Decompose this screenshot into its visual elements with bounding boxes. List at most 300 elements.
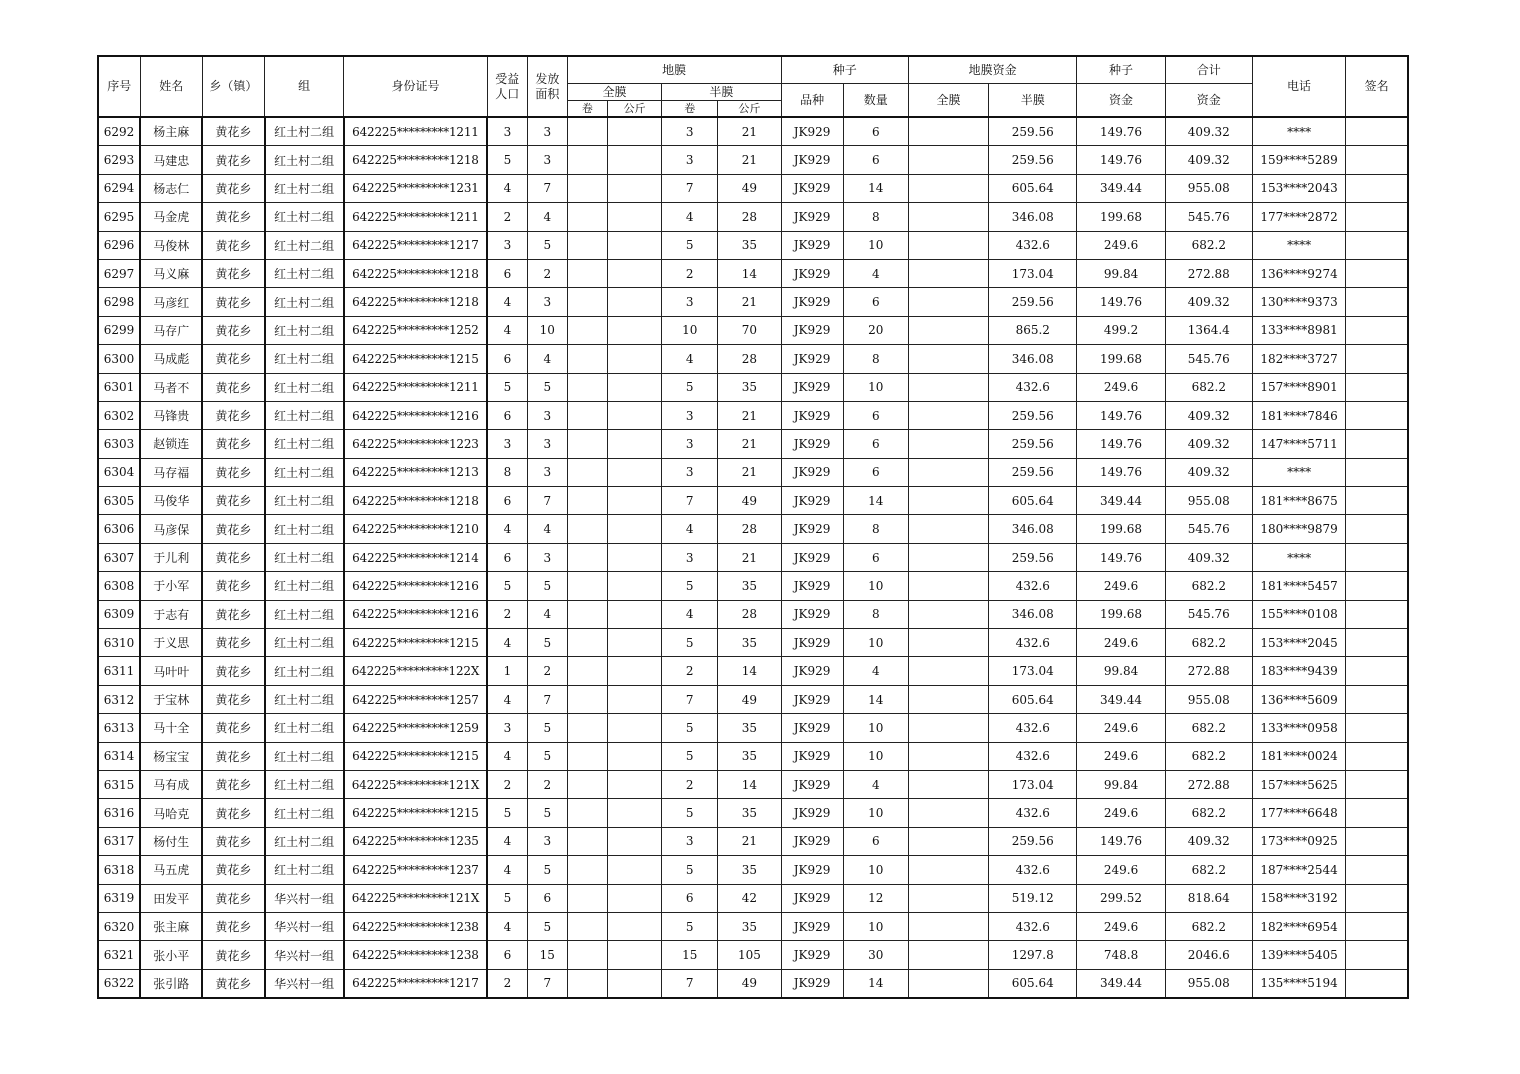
cell-seed-fund: 249.6	[1077, 231, 1165, 259]
cell-group: 红土村二组	[265, 600, 344, 628]
cell-area: 4	[527, 345, 567, 373]
cell-full-kg	[607, 373, 661, 401]
cell-group: 红土村二组	[265, 543, 344, 571]
cell-full-kg	[607, 884, 661, 912]
cell-total: 818.64	[1165, 884, 1252, 912]
cell-variety: JK929	[781, 912, 843, 940]
cell-full-roll	[567, 856, 607, 884]
cell-phone: 181****8675	[1252, 487, 1345, 515]
cell-seed-fund: 249.6	[1077, 373, 1165, 401]
cell-pop: 4	[487, 742, 527, 770]
cell-variety: JK929	[781, 629, 843, 657]
cell-phone: 181****7846	[1252, 401, 1345, 429]
cell-full-kg	[607, 146, 661, 174]
cell-sign	[1346, 288, 1408, 316]
table-row	[98, 117, 1408, 146]
cell-town: 黄花乡	[202, 174, 264, 202]
cell-variety: JK929	[781, 572, 843, 600]
cell-name: 马哈克	[140, 799, 202, 827]
cell-half-roll: 3	[662, 430, 718, 458]
cell-full-fund	[908, 685, 988, 713]
cell-seq: 6317	[98, 827, 140, 855]
cell-area: 5	[527, 714, 567, 742]
cell-total: 545.76	[1165, 203, 1252, 231]
cell-phone: 157****5625	[1252, 770, 1345, 798]
cell-sign	[1346, 117, 1408, 146]
cell-sign	[1346, 316, 1408, 344]
cell-name: 张小平	[140, 941, 202, 969]
cell-full-kg	[607, 799, 661, 827]
cell-seq: 6295	[98, 203, 140, 231]
header-area: 发放面积	[527, 56, 567, 117]
cell-qty: 14	[843, 174, 908, 202]
cell-half-roll: 3	[662, 458, 718, 486]
cell-sign	[1346, 770, 1408, 798]
cell-variety: JK929	[781, 316, 843, 344]
cell-pop: 3	[487, 117, 527, 146]
cell-phone: 136****5609	[1252, 685, 1345, 713]
table-row	[98, 515, 1408, 543]
cell-full-roll	[567, 345, 607, 373]
cell-seed-fund: 149.76	[1077, 458, 1165, 486]
cell-half-roll: 10	[662, 316, 718, 344]
cell-pop: 4	[487, 288, 527, 316]
table-row	[98, 685, 1408, 713]
cell-qty: 6	[843, 827, 908, 855]
cell-name: 于义思	[140, 629, 202, 657]
cell-full-fund	[908, 572, 988, 600]
cell-half-fund: 346.08	[989, 345, 1077, 373]
table-row	[98, 401, 1408, 429]
table-row	[98, 288, 1408, 316]
cell-town: 黄花乡	[202, 487, 264, 515]
cell-seed-fund: 149.76	[1077, 117, 1165, 146]
cell-sign	[1346, 629, 1408, 657]
cell-id: 642225*********1218	[344, 259, 487, 287]
cell-pop: 1	[487, 657, 527, 685]
cell-phone: 173****0925	[1252, 827, 1345, 855]
header-seed-fund-top: 种子	[1077, 56, 1165, 84]
cell-seed-fund: 748.8	[1077, 941, 1165, 969]
table-row	[98, 827, 1408, 855]
table-row	[98, 430, 1408, 458]
cell-name: 于宝林	[140, 685, 202, 713]
cell-town: 黄花乡	[202, 827, 264, 855]
cell-full-fund	[908, 629, 988, 657]
cell-pop: 6	[487, 401, 527, 429]
header-pop: 受益人口	[487, 56, 527, 117]
cell-town: 黄花乡	[202, 146, 264, 174]
cell-variety: JK929	[781, 941, 843, 969]
header-film: 地膜	[567, 56, 781, 84]
cell-seq: 6322	[98, 969, 140, 998]
cell-full-kg	[607, 487, 661, 515]
cell-half-roll: 4	[662, 203, 718, 231]
cell-seed-fund: 99.84	[1077, 259, 1165, 287]
cell-full-kg	[607, 288, 661, 316]
cell-half-fund: 432.6	[989, 742, 1077, 770]
cell-town: 黄花乡	[202, 316, 264, 344]
cell-area: 5	[527, 912, 567, 940]
cell-id: 642225*********1217	[344, 969, 487, 998]
cell-pop: 5	[487, 884, 527, 912]
cell-group: 红土村二组	[265, 629, 344, 657]
cell-full-roll	[567, 373, 607, 401]
cell-half-roll: 5	[662, 856, 718, 884]
cell-pop: 2	[487, 969, 527, 998]
cell-group: 红土村二组	[265, 515, 344, 543]
cell-pop: 4	[487, 316, 527, 344]
cell-total: 545.76	[1165, 345, 1252, 373]
cell-sign	[1346, 146, 1408, 174]
cell-qty: 8	[843, 203, 908, 231]
table-row	[98, 345, 1408, 373]
cell-seq: 6311	[98, 657, 140, 685]
cell-full-fund	[908, 714, 988, 742]
cell-half-roll: 5	[662, 742, 718, 770]
cell-area: 5	[527, 231, 567, 259]
cell-half-roll: 3	[662, 827, 718, 855]
cell-name: 于儿利	[140, 543, 202, 571]
cell-full-kg	[607, 657, 661, 685]
cell-id: 642225*********122X	[344, 657, 487, 685]
cell-total: 409.32	[1165, 146, 1252, 174]
table-row	[98, 941, 1408, 969]
cell-half-kg: 14	[718, 657, 781, 685]
cell-full-roll	[567, 657, 607, 685]
cell-pop: 3	[487, 714, 527, 742]
cell-seed-fund: 499.2	[1077, 316, 1165, 344]
cell-group: 红土村二组	[265, 657, 344, 685]
cell-half-kg: 21	[718, 401, 781, 429]
cell-qty: 8	[843, 600, 908, 628]
cell-full-roll	[567, 458, 607, 486]
cell-half-kg: 35	[718, 714, 781, 742]
cell-pop: 3	[487, 430, 527, 458]
cell-full-fund	[908, 458, 988, 486]
table-row	[98, 572, 1408, 600]
cell-sign	[1346, 856, 1408, 884]
table-row	[98, 657, 1408, 685]
cell-half-fund: 605.64	[989, 487, 1077, 515]
cell-full-fund	[908, 430, 988, 458]
cell-total: 955.08	[1165, 685, 1252, 713]
cell-full-roll	[567, 487, 607, 515]
cell-phone: 182****3727	[1252, 345, 1345, 373]
cell-total: 682.2	[1165, 714, 1252, 742]
cell-id: 642225*********1238	[344, 912, 487, 940]
header-half-film: 半膜	[662, 84, 781, 101]
cell-variety: JK929	[781, 430, 843, 458]
cell-town: 黄花乡	[202, 941, 264, 969]
table-row	[98, 174, 1408, 202]
cell-town: 黄花乡	[202, 458, 264, 486]
cell-variety: JK929	[781, 515, 843, 543]
cell-full-fund	[908, 827, 988, 855]
cell-full-kg	[607, 401, 661, 429]
cell-seq: 6301	[98, 373, 140, 401]
cell-half-fund: 605.64	[989, 685, 1077, 713]
cell-phone: 139****5405	[1252, 941, 1345, 969]
cell-name: 于小军	[140, 572, 202, 600]
cell-half-kg: 21	[718, 827, 781, 855]
cell-phone: 181****5457	[1252, 572, 1345, 600]
cell-half-fund: 259.56	[989, 458, 1077, 486]
cell-id: 642225*********1213	[344, 458, 487, 486]
cell-area: 5	[527, 373, 567, 401]
cell-full-kg	[607, 345, 661, 373]
cell-pop: 2	[487, 600, 527, 628]
table-row	[98, 742, 1408, 770]
cell-seed-fund: 149.76	[1077, 401, 1165, 429]
cell-half-fund: 259.56	[989, 146, 1077, 174]
cell-half-roll: 5	[662, 714, 718, 742]
cell-total: 682.2	[1165, 373, 1252, 401]
cell-half-roll: 7	[662, 685, 718, 713]
cell-sign	[1346, 600, 1408, 628]
cell-area: 4	[527, 203, 567, 231]
cell-half-roll: 7	[662, 487, 718, 515]
cell-phone: 187****2544	[1252, 856, 1345, 884]
cell-seq: 6304	[98, 458, 140, 486]
cell-name: 马存福	[140, 458, 202, 486]
table-row	[98, 458, 1408, 486]
cell-half-fund: 173.04	[989, 259, 1077, 287]
cell-full-fund	[908, 515, 988, 543]
cell-half-fund: 432.6	[989, 231, 1077, 259]
cell-sign	[1346, 430, 1408, 458]
cell-group: 华兴村一组	[265, 941, 344, 969]
cell-seed-fund: 349.44	[1077, 685, 1165, 713]
cell-half-fund: 605.64	[989, 174, 1077, 202]
cell-phone: 180****9879	[1252, 515, 1345, 543]
cell-seq: 6318	[98, 856, 140, 884]
table-row	[98, 912, 1408, 940]
cell-variety: JK929	[781, 401, 843, 429]
cell-seq: 6293	[98, 146, 140, 174]
cell-qty: 14	[843, 487, 908, 515]
cell-id: 642225*********1235	[344, 827, 487, 855]
cell-name: 马成彪	[140, 345, 202, 373]
cell-town: 黄花乡	[202, 657, 264, 685]
cell-id: 642225*********1218	[344, 146, 487, 174]
cell-id: 642225*********1215	[344, 742, 487, 770]
cell-seq: 6316	[98, 799, 140, 827]
header-film-fund: 地膜资金	[908, 56, 1077, 84]
cell-full-roll	[567, 231, 607, 259]
cell-full-kg	[607, 912, 661, 940]
cell-half-fund: 259.56	[989, 288, 1077, 316]
cell-half-kg: 35	[718, 742, 781, 770]
cell-variety: JK929	[781, 146, 843, 174]
cell-town: 黄花乡	[202, 117, 264, 146]
cell-group: 红土村二组	[265, 117, 344, 146]
cell-name: 杨志仁	[140, 174, 202, 202]
cell-half-fund: 259.56	[989, 827, 1077, 855]
cell-half-roll: 5	[662, 799, 718, 827]
table-row	[98, 629, 1408, 657]
cell-full-kg	[607, 770, 661, 798]
cell-full-roll	[567, 884, 607, 912]
cell-total: 545.76	[1165, 515, 1252, 543]
cell-group: 华兴村一组	[265, 884, 344, 912]
cell-half-roll: 5	[662, 912, 718, 940]
header-full-roll: 卷	[567, 101, 607, 118]
cell-variety: JK929	[781, 174, 843, 202]
cell-full-kg	[607, 430, 661, 458]
cell-pop: 5	[487, 799, 527, 827]
cell-variety: JK929	[781, 373, 843, 401]
cell-variety: JK929	[781, 856, 843, 884]
cell-full-fund	[908, 401, 988, 429]
header-qty: 数量	[843, 84, 908, 118]
cell-half-kg: 28	[718, 203, 781, 231]
cell-town: 黄花乡	[202, 288, 264, 316]
cell-half-roll: 5	[662, 572, 718, 600]
cell-name: 杨主麻	[140, 117, 202, 146]
cell-full-roll	[567, 969, 607, 998]
header-id: 身份证号	[344, 56, 487, 117]
cell-area: 10	[527, 316, 567, 344]
cell-pop: 6	[487, 487, 527, 515]
cell-area: 5	[527, 856, 567, 884]
cell-group: 红土村二组	[265, 231, 344, 259]
cell-name: 马彦保	[140, 515, 202, 543]
cell-sign	[1346, 401, 1408, 429]
cell-group: 红土村二组	[265, 458, 344, 486]
cell-sign	[1346, 884, 1408, 912]
cell-pop: 6	[487, 941, 527, 969]
cell-name: 马者不	[140, 373, 202, 401]
header-total-top: 合计	[1165, 56, 1252, 84]
cell-half-fund: 346.08	[989, 203, 1077, 231]
distribution-table	[97, 55, 1409, 999]
cell-name: 马十全	[140, 714, 202, 742]
cell-seq: 6309	[98, 600, 140, 628]
cell-half-kg: 21	[718, 117, 781, 146]
cell-sign	[1346, 231, 1408, 259]
cell-sign	[1346, 345, 1408, 373]
cell-half-kg: 49	[718, 969, 781, 998]
cell-half-roll: 6	[662, 884, 718, 912]
cell-full-kg	[607, 259, 661, 287]
cell-town: 黄花乡	[202, 345, 264, 373]
cell-half-kg: 49	[718, 487, 781, 515]
cell-full-fund	[908, 912, 988, 940]
cell-full-kg	[607, 515, 661, 543]
cell-seed-fund: 99.84	[1077, 770, 1165, 798]
cell-id: 642225*********1216	[344, 600, 487, 628]
cell-half-kg: 42	[718, 884, 781, 912]
cell-id: 642225*********1211	[344, 203, 487, 231]
cell-qty: 10	[843, 373, 908, 401]
cell-half-roll: 3	[662, 288, 718, 316]
cell-town: 黄花乡	[202, 373, 264, 401]
cell-group: 华兴村一组	[265, 912, 344, 940]
cell-id: 642225*********1216	[344, 401, 487, 429]
cell-half-roll: 3	[662, 543, 718, 571]
cell-half-fund: 259.56	[989, 543, 1077, 571]
cell-pop: 2	[487, 770, 527, 798]
cell-group: 红土村二组	[265, 827, 344, 855]
cell-total: 409.32	[1165, 288, 1252, 316]
cell-variety: JK929	[781, 487, 843, 515]
cell-sign	[1346, 487, 1408, 515]
cell-sign	[1346, 941, 1408, 969]
cell-phone: 153****2045	[1252, 629, 1345, 657]
cell-name: 田发平	[140, 884, 202, 912]
cell-id: 642225*********121X	[344, 884, 487, 912]
table-row	[98, 600, 1408, 628]
cell-id: 642225*********1216	[344, 572, 487, 600]
cell-pop: 4	[487, 856, 527, 884]
cell-area: 3	[527, 458, 567, 486]
cell-seq: 6297	[98, 259, 140, 287]
cell-sign	[1346, 458, 1408, 486]
cell-half-roll: 2	[662, 259, 718, 287]
cell-total: 272.88	[1165, 770, 1252, 798]
cell-half-fund: 432.6	[989, 714, 1077, 742]
cell-qty: 8	[843, 515, 908, 543]
cell-half-kg: 21	[718, 458, 781, 486]
cell-town: 黄花乡	[202, 884, 264, 912]
table-row	[98, 770, 1408, 798]
cell-area: 3	[527, 117, 567, 146]
cell-half-fund: 605.64	[989, 969, 1077, 998]
cell-group: 红土村二组	[265, 373, 344, 401]
cell-half-fund: 519.12	[989, 884, 1077, 912]
cell-seq: 6299	[98, 316, 140, 344]
header-sign: 签名	[1346, 56, 1408, 117]
cell-sign	[1346, 742, 1408, 770]
cell-seed-fund: 199.68	[1077, 345, 1165, 373]
cell-seq: 6315	[98, 770, 140, 798]
cell-sign	[1346, 714, 1408, 742]
table-row	[98, 146, 1408, 174]
cell-seed-fund: 199.68	[1077, 203, 1165, 231]
header-half-kg: 公斤	[718, 101, 781, 118]
cell-group: 红土村二组	[265, 316, 344, 344]
cell-total: 682.2	[1165, 856, 1252, 884]
cell-qty: 10	[843, 629, 908, 657]
cell-full-roll	[567, 685, 607, 713]
cell-full-fund	[908, 884, 988, 912]
cell-half-kg: 105	[718, 941, 781, 969]
cell-qty: 30	[843, 941, 908, 969]
table-row	[98, 487, 1408, 515]
cell-sign	[1346, 373, 1408, 401]
header-total-fund: 资金	[1165, 84, 1252, 118]
cell-full-roll	[567, 714, 607, 742]
cell-half-fund: 432.6	[989, 799, 1077, 827]
cell-area: 7	[527, 685, 567, 713]
cell-half-kg: 35	[718, 373, 781, 401]
cell-seq: 6308	[98, 572, 140, 600]
cell-name: 杨付生	[140, 827, 202, 855]
cell-id: 642225*********1259	[344, 714, 487, 742]
cell-full-roll	[567, 941, 607, 969]
cell-town: 黄花乡	[202, 912, 264, 940]
cell-full-kg	[607, 203, 661, 231]
cell-total: 272.88	[1165, 657, 1252, 685]
cell-full-fund	[908, 373, 988, 401]
cell-full-fund	[908, 174, 988, 202]
cell-total: 545.76	[1165, 600, 1252, 628]
cell-qty: 6	[843, 458, 908, 486]
cell-seed-fund: 149.76	[1077, 146, 1165, 174]
cell-half-fund: 259.56	[989, 430, 1077, 458]
cell-half-fund: 432.6	[989, 856, 1077, 884]
